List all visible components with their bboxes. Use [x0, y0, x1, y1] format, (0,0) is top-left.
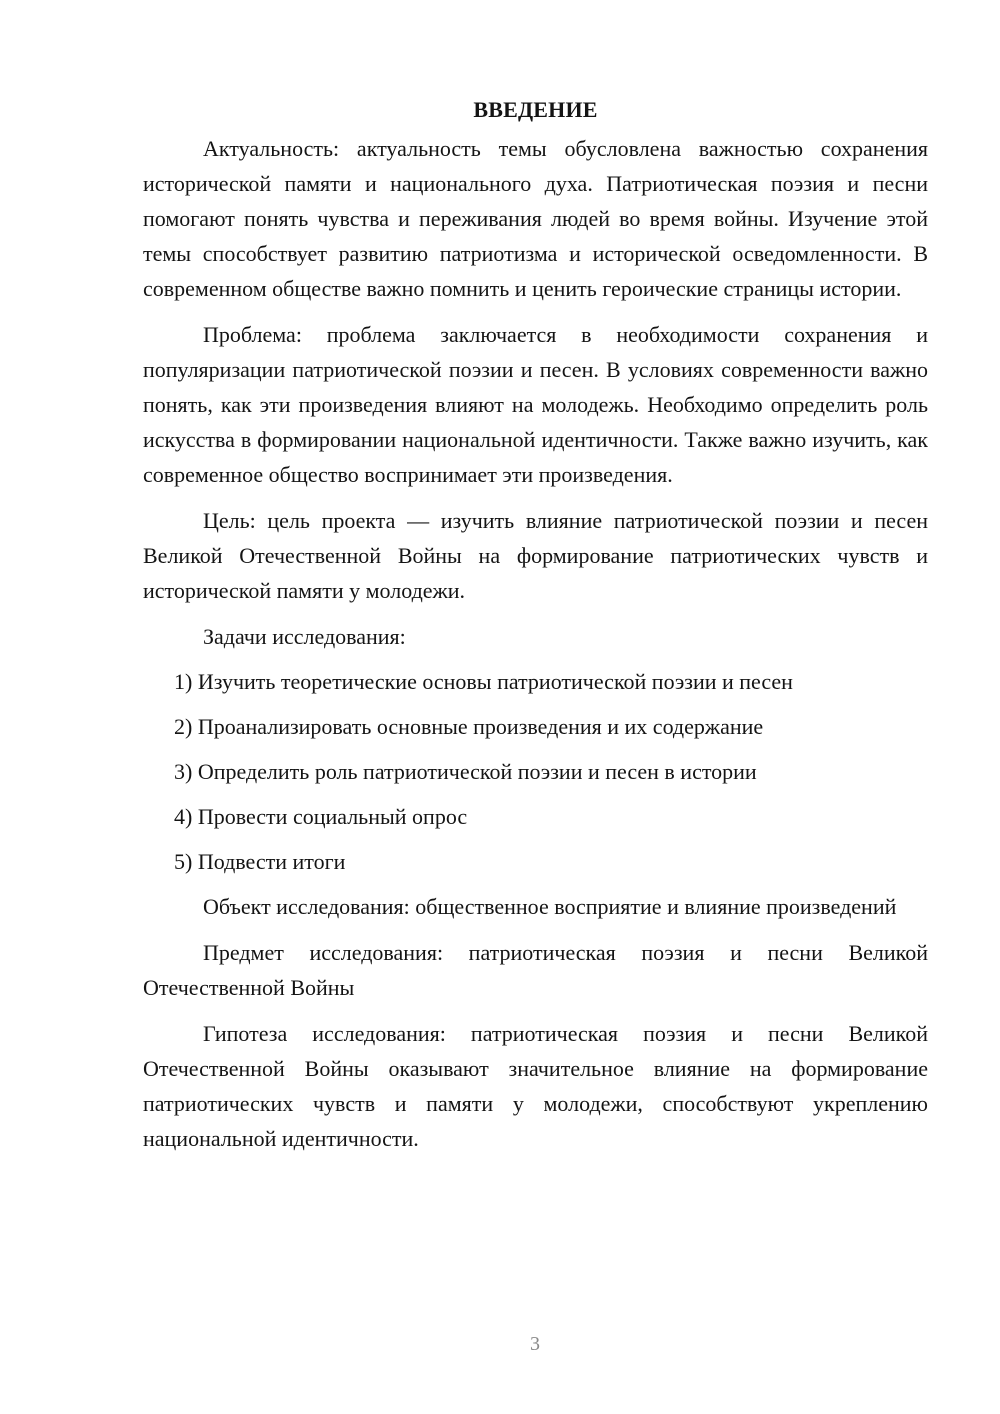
goal-paragraph: Цель: цель проекта — изучить влияние патриотической поэзии и песен Великой Отечественной Войны на формирование патриотических чувств и исторической памяти у молодежи.	[143, 508, 928, 603]
relevance-paragraph: Актуальность: актуальность темы обусловлена важностью сохранения исторической памяти и национального духа. Патриотическая поэзия и песни помогают понять чувства и переживания людей во время войны. Изучение этой темы способствует развитию патриотизма и исторической осведомленности. В современном обществе важно помнить и ценить героические страницы истории.	[143, 136, 928, 301]
problem-paragraph: Проблема: проблема заключается в необходимости сохранения и популяризации патриотической поэзии и песен. В условиях современности важно понять, как эти произведения влияют на молодежь. Необходимо определить роль искусства в формировании национальной идентичности. Также важно изучить, как современное общество воспринимает эти произведения.	[143, 322, 928, 487]
subject-paragraph: Предмет исследования: патриотическая поэзия и песни Великой Отечественной Войны	[143, 940, 928, 1000]
page-number: 3	[530, 1333, 540, 1355]
object-paragraph: Объект исследования: общественное восприятие и влияние произведений	[203, 894, 897, 919]
hypothesis-paragraph: Гипотеза исследования: патриотическая поэзия и песни Великой Отечественной Войны оказывают значительное влияние на формирование патриотических чувств и памяти у молодежи, способствуют укреплению национальной идентичности.	[143, 1021, 928, 1151]
tasks-list	[143, 664, 928, 879]
task-item: 3) Определить роль патриотической поэзии и песен в истории	[174, 759, 757, 784]
document-page	[143, 92, 928, 1167]
task-item: 1) Изучить теоретические основы патриотической поэзии и песен	[174, 669, 793, 694]
task-item: 5) Подвести итоги	[174, 849, 346, 874]
tasks-heading: Задачи исследования:	[203, 624, 406, 649]
page-title: ВВЕДЕНИЕ	[473, 97, 598, 122]
task-item: 2) Проанализировать основные произведения и их содержание	[174, 714, 764, 739]
task-item: 4) Провести социальный опрос	[174, 804, 468, 829]
